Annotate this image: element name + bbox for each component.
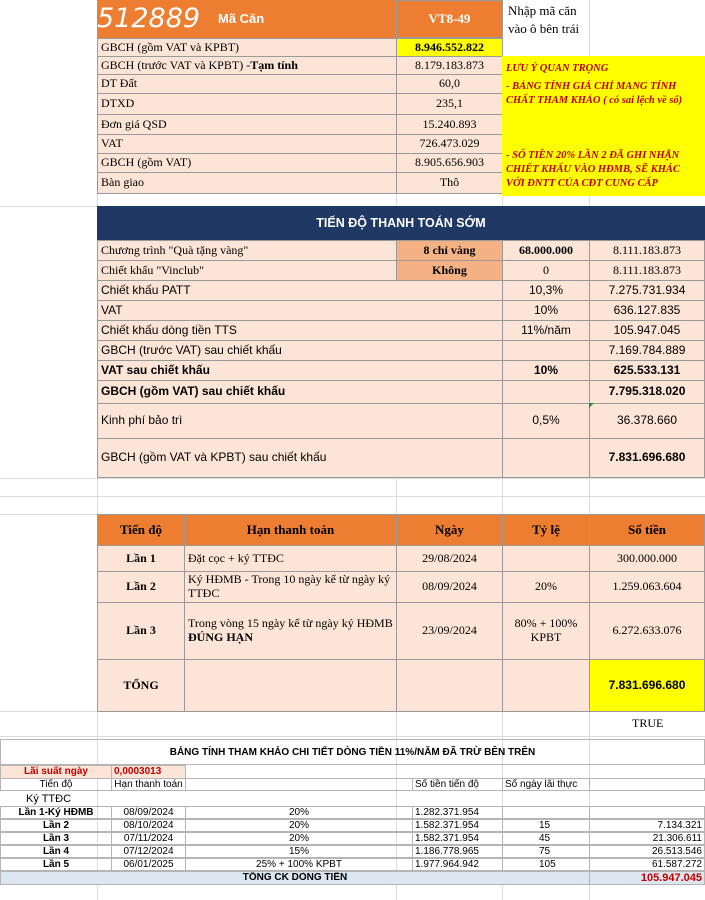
info-label xyxy=(97,56,397,75)
cf-amount: 1.582.371.954 xyxy=(412,832,503,845)
important-note xyxy=(502,56,705,196)
early-value: 7.795.318.020 xyxy=(589,380,705,404)
early-rate xyxy=(502,380,590,404)
early-value: 7.169.784.889 xyxy=(589,340,705,361)
cf-total-label: TỔNG CK DÒNG TIỀN xyxy=(0,871,590,885)
note-title: LƯU Ý QUAN TRỌNG xyxy=(506,63,609,74)
col-header: Hạn thanh toán xyxy=(184,514,397,546)
early-rate: 10,3% xyxy=(502,280,590,301)
empty-cell xyxy=(396,659,503,712)
info-label: GBCH (gồm VAT) xyxy=(97,153,397,173)
early-value: 105.947.045 xyxy=(589,320,705,341)
total-value: 7.831.696.680 xyxy=(589,659,705,712)
cf-date: 07/11/2024 xyxy=(111,832,186,845)
early-label: Chương trình "Quà tặng vàng" xyxy=(97,240,397,261)
early-label: GBCH (gồm VAT) sau chiết khấu xyxy=(97,380,503,404)
cf-days: 105 xyxy=(502,858,590,871)
cf-days: 15 xyxy=(502,819,590,832)
early-label: Chiết khấu PATT xyxy=(97,280,503,301)
info-label: VAT xyxy=(97,134,397,154)
early-rate: 11%/năm xyxy=(502,320,590,341)
early-value: 36.378.660 xyxy=(589,403,705,439)
cf-date: 08/10/2024 xyxy=(111,819,186,832)
stage: Lần 1 xyxy=(97,545,185,572)
cf-stage: Lần 1-Ký HĐMB xyxy=(0,806,112,819)
stage-desc: Ký HĐMB - Trong 10 ngày kể từ ngày ký TTĐC xyxy=(184,571,397,603)
stage-date: 23/09/2024 xyxy=(396,602,503,660)
info-label: GBCH (gồm VAT và KPBT) xyxy=(97,38,397,57)
early-value: 7.275.731.934 xyxy=(589,280,705,301)
cf-stage: Lần 4 xyxy=(0,845,112,858)
col-header: Số tiền xyxy=(589,514,705,546)
early-rate: 0,5% xyxy=(502,403,590,439)
early-label: VAT xyxy=(97,300,503,321)
cf-total-value: 105.947.045 xyxy=(589,871,705,885)
gift-option[interactable]: 8 chỉ vàng xyxy=(396,240,503,261)
rate-label: Lãi suất ngày xyxy=(0,765,112,779)
info-value: 235,1 xyxy=(396,93,503,115)
stage-rate xyxy=(502,545,590,572)
cf-interest: 26.513.546 xyxy=(589,845,705,858)
early-rate xyxy=(502,438,590,478)
early-rate: 68.000.000 xyxy=(502,240,590,261)
stage-rate: 20% xyxy=(502,571,590,603)
unit-code-input[interactable]: VT8-49 xyxy=(396,0,503,38)
stage: Lần 3 xyxy=(97,602,185,660)
empty-cell xyxy=(184,659,397,712)
cf-interest xyxy=(589,806,705,819)
cf-header xyxy=(185,778,413,791)
cf-pct: 20% xyxy=(185,806,413,819)
rate-value: 0,0003013 xyxy=(111,765,186,779)
unit-number: 512889 xyxy=(97,3,201,34)
cf-stage: Lần 3 xyxy=(0,832,112,845)
cf-amount: 1.282.371.954 xyxy=(412,806,503,819)
cf-days xyxy=(502,806,590,819)
info-label: DTXD xyxy=(97,93,397,115)
info-label: DT Đất xyxy=(97,74,397,94)
early-value: 8.111.183.873 xyxy=(589,240,705,261)
early-rate: 10% xyxy=(502,360,590,381)
early-payment-title: TIẾN ĐỘ THANH TOÁN SỚM xyxy=(97,206,705,240)
stage-amount: 1.259.063.604 xyxy=(589,571,705,603)
info-value: 726.473.029 xyxy=(396,134,503,154)
cf-header: Hạn thanh toán xyxy=(111,778,186,791)
early-value: 625.533.131 xyxy=(589,360,705,381)
stage-amount: 6.272.633.076 xyxy=(589,602,705,660)
stage-desc xyxy=(184,602,397,660)
stage-desc-bold: ĐÚNG HẠN xyxy=(188,630,253,644)
empty-cell xyxy=(502,659,590,712)
col-header: Tiến độ xyxy=(97,514,185,546)
cashflow-title: BẢNG TÍNH THAM KHẢO CHI TIẾT DÒNG TIỀN 11%/NĂM ĐÃ TRỪ BÊN TRÊN xyxy=(0,739,705,765)
note-line-1: - BẢNG TÍNH GIÁ CHỈ MANG TÍNH CHẤT THAM KHẢO ( có sai lệch về số) xyxy=(506,81,683,107)
info-value: Thô xyxy=(396,172,503,194)
note-line-2: - SỐ TIỀN 20% LẦN 2 ĐÃ GHI NHẬN CHIẾT KHẤU VÀO HĐMB, SẼ KHÁC VỚI ĐNTT CỦA CĐT CUNG CẤP xyxy=(506,149,680,189)
info-label: Bàn giao xyxy=(97,172,397,194)
cf-stage: Lần 5 xyxy=(0,858,112,871)
cf-amount: 1.977.964.942 xyxy=(412,858,503,871)
early-label: Chiết khấu "Vinclub" xyxy=(97,260,397,281)
early-label: VAT sau chiết khấu xyxy=(97,360,503,381)
cf-header xyxy=(589,778,705,791)
cf-interest: 61.587.272 xyxy=(589,858,705,871)
early-value: 636.127.835 xyxy=(589,300,705,321)
stage-rate: 80% + 100% KPBT xyxy=(502,602,590,660)
cf-interest: 7.134.321 xyxy=(589,819,705,832)
cf-pct: 15% xyxy=(185,845,413,858)
cf-pct: 20% xyxy=(185,819,413,832)
cf-date: 07/12/2024 xyxy=(111,845,186,858)
early-label: GBCH (gồm VAT và KPBT) sau chiết khấu xyxy=(97,438,503,478)
cf-date: 08/09/2024 xyxy=(111,806,186,819)
cf-stage: Lần 2 xyxy=(0,819,112,832)
pre-row: Ký TTĐC xyxy=(26,793,72,805)
early-rate: 0 xyxy=(502,260,590,281)
cf-header: Tiến độ xyxy=(0,778,112,791)
cf-days: 45 xyxy=(502,832,590,845)
info-value: 8.905.656.903 xyxy=(396,153,503,173)
vinclub-option[interactable]: Không xyxy=(396,260,503,281)
info-value: 60,0 xyxy=(396,74,503,94)
info-label-bold: Tạm tính xyxy=(250,57,298,72)
total-label: TỔNG xyxy=(97,659,185,712)
info-label: Đơn giá QSD xyxy=(97,114,397,135)
info-label-text: GBCH (trước VAT và KPBT) - xyxy=(101,57,251,72)
cf-header: Số tiền tiến độ xyxy=(412,778,503,791)
info-value: 8.946.552.822 xyxy=(396,38,503,57)
early-label: Kinh phí bảo trì xyxy=(97,403,503,439)
cf-days: 75 xyxy=(502,845,590,858)
cf-header: Số ngày lãi thực xyxy=(502,778,590,791)
early-rate: 10% xyxy=(502,300,590,321)
stage-desc: Đặt cọc + ký TTĐC xyxy=(184,545,397,572)
cf-amount: 1.582.371.954 xyxy=(412,819,503,832)
true-flag: TRUE xyxy=(632,716,664,730)
cf-interest: 21.306.611 xyxy=(589,832,705,845)
stage-date: 08/09/2024 xyxy=(396,571,503,603)
hint-line-1: Nhập mã căn xyxy=(508,3,577,18)
cf-amount: 1.186.778.965 xyxy=(412,845,503,858)
early-rate xyxy=(502,340,590,361)
early-label: Chiết khấu dòng tiền TTS xyxy=(97,320,503,341)
input-hint xyxy=(508,2,698,38)
early-value: 8.111.183.873 xyxy=(589,260,705,281)
early-value: 7.831.696.680 xyxy=(589,438,705,478)
unit-label: Mã Căn xyxy=(218,11,265,26)
cf-date: 06/01/2025 xyxy=(111,858,186,871)
hint-line-2: vào ô bên trái xyxy=(508,21,580,36)
cell-comment-marker xyxy=(589,403,594,408)
stage-amount: 300.000.000 xyxy=(589,545,705,572)
info-value: 15.240.893 xyxy=(396,114,503,135)
col-header: Tỷ lệ xyxy=(502,514,590,546)
info-value: 8.179.183.873 xyxy=(396,56,503,75)
cf-pct: 20% xyxy=(185,832,413,845)
cf-pct: 25% + 100% KPBT xyxy=(185,858,413,871)
stage-desc-text: Trong vòng 15 ngày kể từ ngày ký HĐMB xyxy=(188,616,393,631)
early-label: GBCH (trước VAT) sau chiết khấu xyxy=(97,340,503,361)
col-header: Ngày xyxy=(396,514,503,546)
stage-date: 29/08/2024 xyxy=(396,545,503,572)
stage: Lần 2 xyxy=(97,571,185,603)
